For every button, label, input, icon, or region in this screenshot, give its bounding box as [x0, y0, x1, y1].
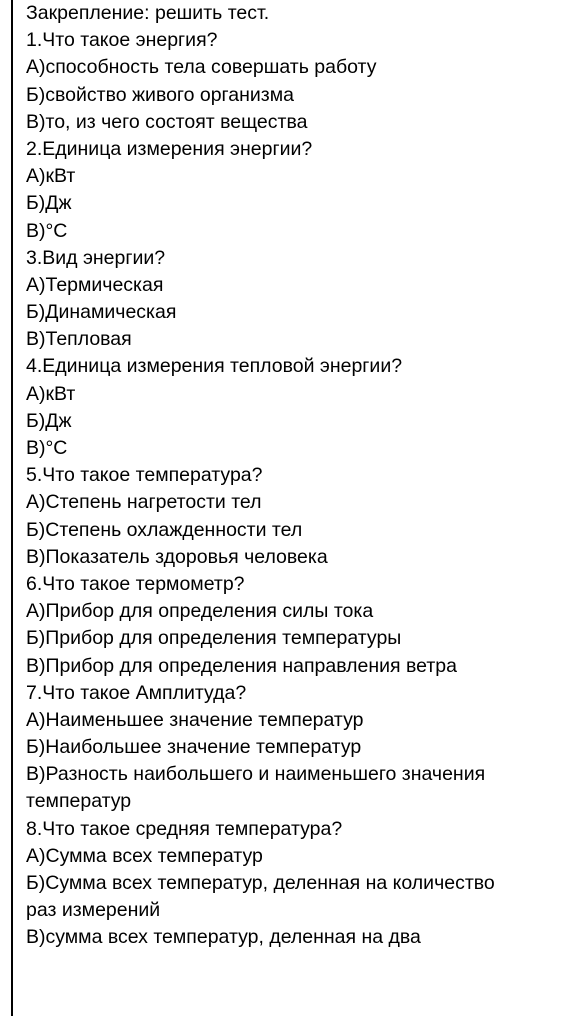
left-border-line [11, 0, 13, 1016]
question-4-option-a: А)кВт [26, 382, 76, 405]
test-content [26, 0, 576, 952]
question-3-option-b: Б)Динамическая [26, 301, 177, 324]
question-4-option-b: Б)Дж [26, 409, 72, 432]
question-5-option-b: Б)Степень охлажденности тел [26, 518, 303, 541]
question-1-option-c: В)то, из чего состоят вещества [26, 110, 308, 133]
question-5-option-c: В)Показатель здоровья человека [26, 545, 328, 568]
question-4-text: 4.Единица измерения тепловой энергии? [26, 355, 403, 378]
question-3-option-c: В)Тепловая [26, 328, 132, 351]
question-8-option-b: Б)Сумма всех температур, деленная на количество [26, 872, 495, 894]
question-5-option-a: А)Степень нагретости тел [26, 491, 262, 514]
question-2-option-a: А)кВт [26, 165, 76, 188]
question-8-option-a: А)Сумма всех температур [26, 844, 263, 867]
question-5-text: 5.Что такое температура? [26, 464, 263, 487]
question-3-text: 3.Вид энергии? [26, 246, 166, 269]
question-6-text: 6.Что такое термометр? [26, 572, 245, 595]
question-7-text: 7.Что такое Амплитуда? [26, 681, 247, 704]
question-8-option-b-continued: раз измерений [26, 899, 161, 922]
question-8-option-c: В)сумма всех температур, деленная на два [26, 926, 421, 949]
question-2-option-b: Б)Дж [26, 192, 72, 215]
question-1-option-b: Б)свойство живого организма [26, 83, 294, 106]
question-7-option-b: Б)Наибольшее значение температур [26, 736, 362, 759]
question-6-option-c: В)Прибор для определения направления ветра [26, 654, 457, 677]
question-8-text: 8.Что такое средняя температура? [26, 817, 343, 840]
question-6-option-b: Б)Прибор для определения температуры [26, 627, 402, 650]
question-2-text: 2.Единица измерения энергии? [26, 137, 313, 160]
question-7-option-c-continued: температур [26, 790, 132, 813]
question-1-option-a: А)способность тела совершать работу [26, 56, 377, 79]
question-6-option-a: А)Прибор для определения силы тока [26, 600, 374, 623]
question-4-option-c: В)°С [26, 437, 68, 459]
question-7-option-c: В)Разность наибольшего и наименьшего значения [26, 763, 486, 786]
question-1-text: 1.Что такое энергия? [26, 29, 218, 52]
question-2-option-c: В)°С [26, 219, 68, 242]
question-3-option-a: А)Термическая [26, 273, 164, 296]
test-title: Закрепление: решить тест. [26, 2, 270, 24]
question-7-option-a: А)Наименьшее значение температур [26, 708, 364, 731]
